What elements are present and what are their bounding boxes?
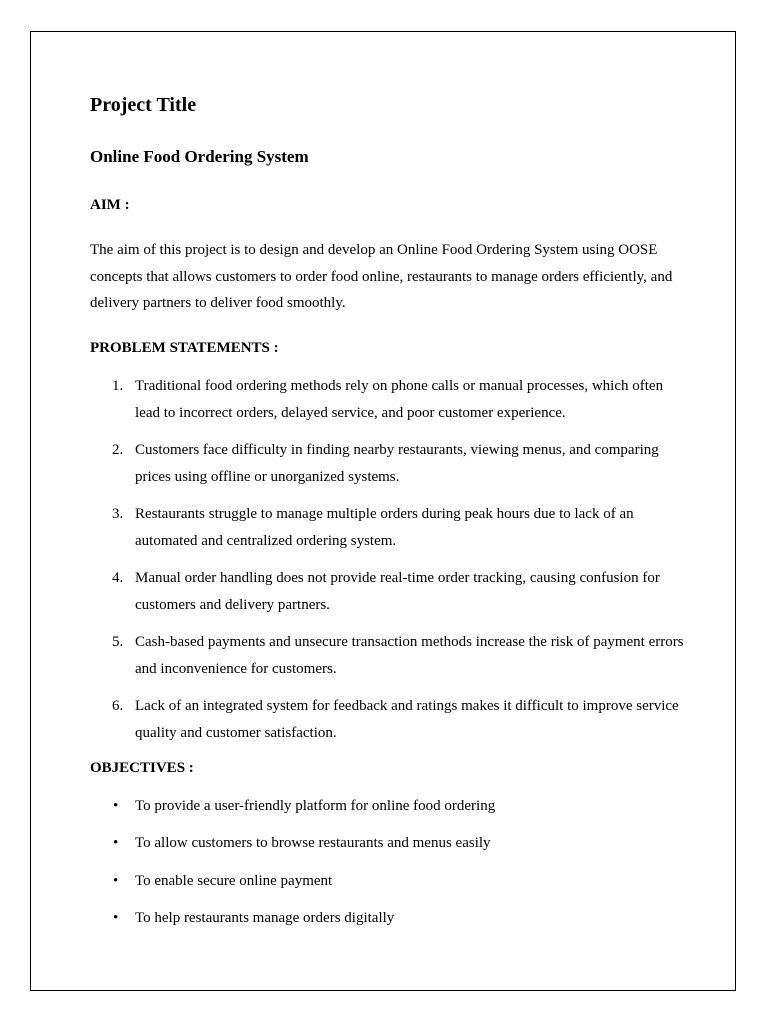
page-title: Project Title xyxy=(90,94,197,116)
bullet-dot-icon: • xyxy=(113,798,119,814)
problem-text: Lack of an integrated system for feedback and ratings makes it difficult to improve service quality and customer satisfaction. xyxy=(135,698,679,741)
aim-heading: AIM : xyxy=(90,197,130,213)
problem-item xyxy=(90,565,690,618)
aim-paragraph: The aim of this project is to design and develop an Online Food Ordering System using OOSE concepts that allows customers to order food online, restaurants to manage orders efficiently, and delivery partners to deliver food smoothly. xyxy=(90,242,673,311)
problem-text: Restaurants struggle to manage multiple orders during peak hours due to lack of an automated and centralized ordering system. xyxy=(135,506,634,549)
problem-number: 6. xyxy=(112,698,124,714)
problem-statements-list xyxy=(90,373,690,757)
problem-number: 2. xyxy=(112,442,124,458)
problem-number: 3. xyxy=(112,506,124,522)
problem-item xyxy=(90,501,690,554)
project-name: Online Food Ordering System xyxy=(90,147,309,166)
problem-text: Cash-based payments and unsecure transaction methods increase the risk of payment errors and inconvenience for customers. xyxy=(135,634,684,677)
objective-item xyxy=(90,905,690,931)
objectives-list xyxy=(90,793,690,942)
bullet-dot-icon: • xyxy=(113,872,119,889)
problem-item xyxy=(90,437,690,490)
objective-item xyxy=(90,793,690,819)
bullet-dot-icon: • xyxy=(113,909,119,926)
objective-text: To enable secure online payment xyxy=(135,872,333,889)
objective-item xyxy=(90,830,690,856)
objective-text: To help restaurants manage orders digitally xyxy=(135,909,395,926)
objective-text: To provide a user-friendly platform for online food ordering xyxy=(135,798,496,814)
problem-text: Traditional food ordering methods rely on phone calls or manual processes, which often lead to incorrect orders, delayed service, and poor customer experience. xyxy=(135,378,664,421)
objectives-heading: OBJECTIVES : xyxy=(90,760,194,776)
problem-item xyxy=(90,373,690,426)
problem-statements-heading: PROBLEM STATEMENTS : xyxy=(90,340,279,356)
problem-item xyxy=(90,629,690,682)
problem-number: 4. xyxy=(112,570,124,586)
objective-text: To allow customers to browse restaurants and menus easily xyxy=(135,835,491,852)
problem-number: 5. xyxy=(112,634,124,650)
problem-number: 1. xyxy=(112,378,124,394)
problem-item xyxy=(90,693,690,746)
objective-item xyxy=(90,868,690,894)
problem-text: Manual order handling does not provide real-time order tracking, causing confusion for customers and delivery partners. xyxy=(135,570,660,613)
bullet-dot-icon: • xyxy=(113,835,119,852)
problem-text: Customers face difficulty in finding nearby restaurants, viewing menus, and comparing prices using offline or unorganized systems. xyxy=(135,442,659,485)
